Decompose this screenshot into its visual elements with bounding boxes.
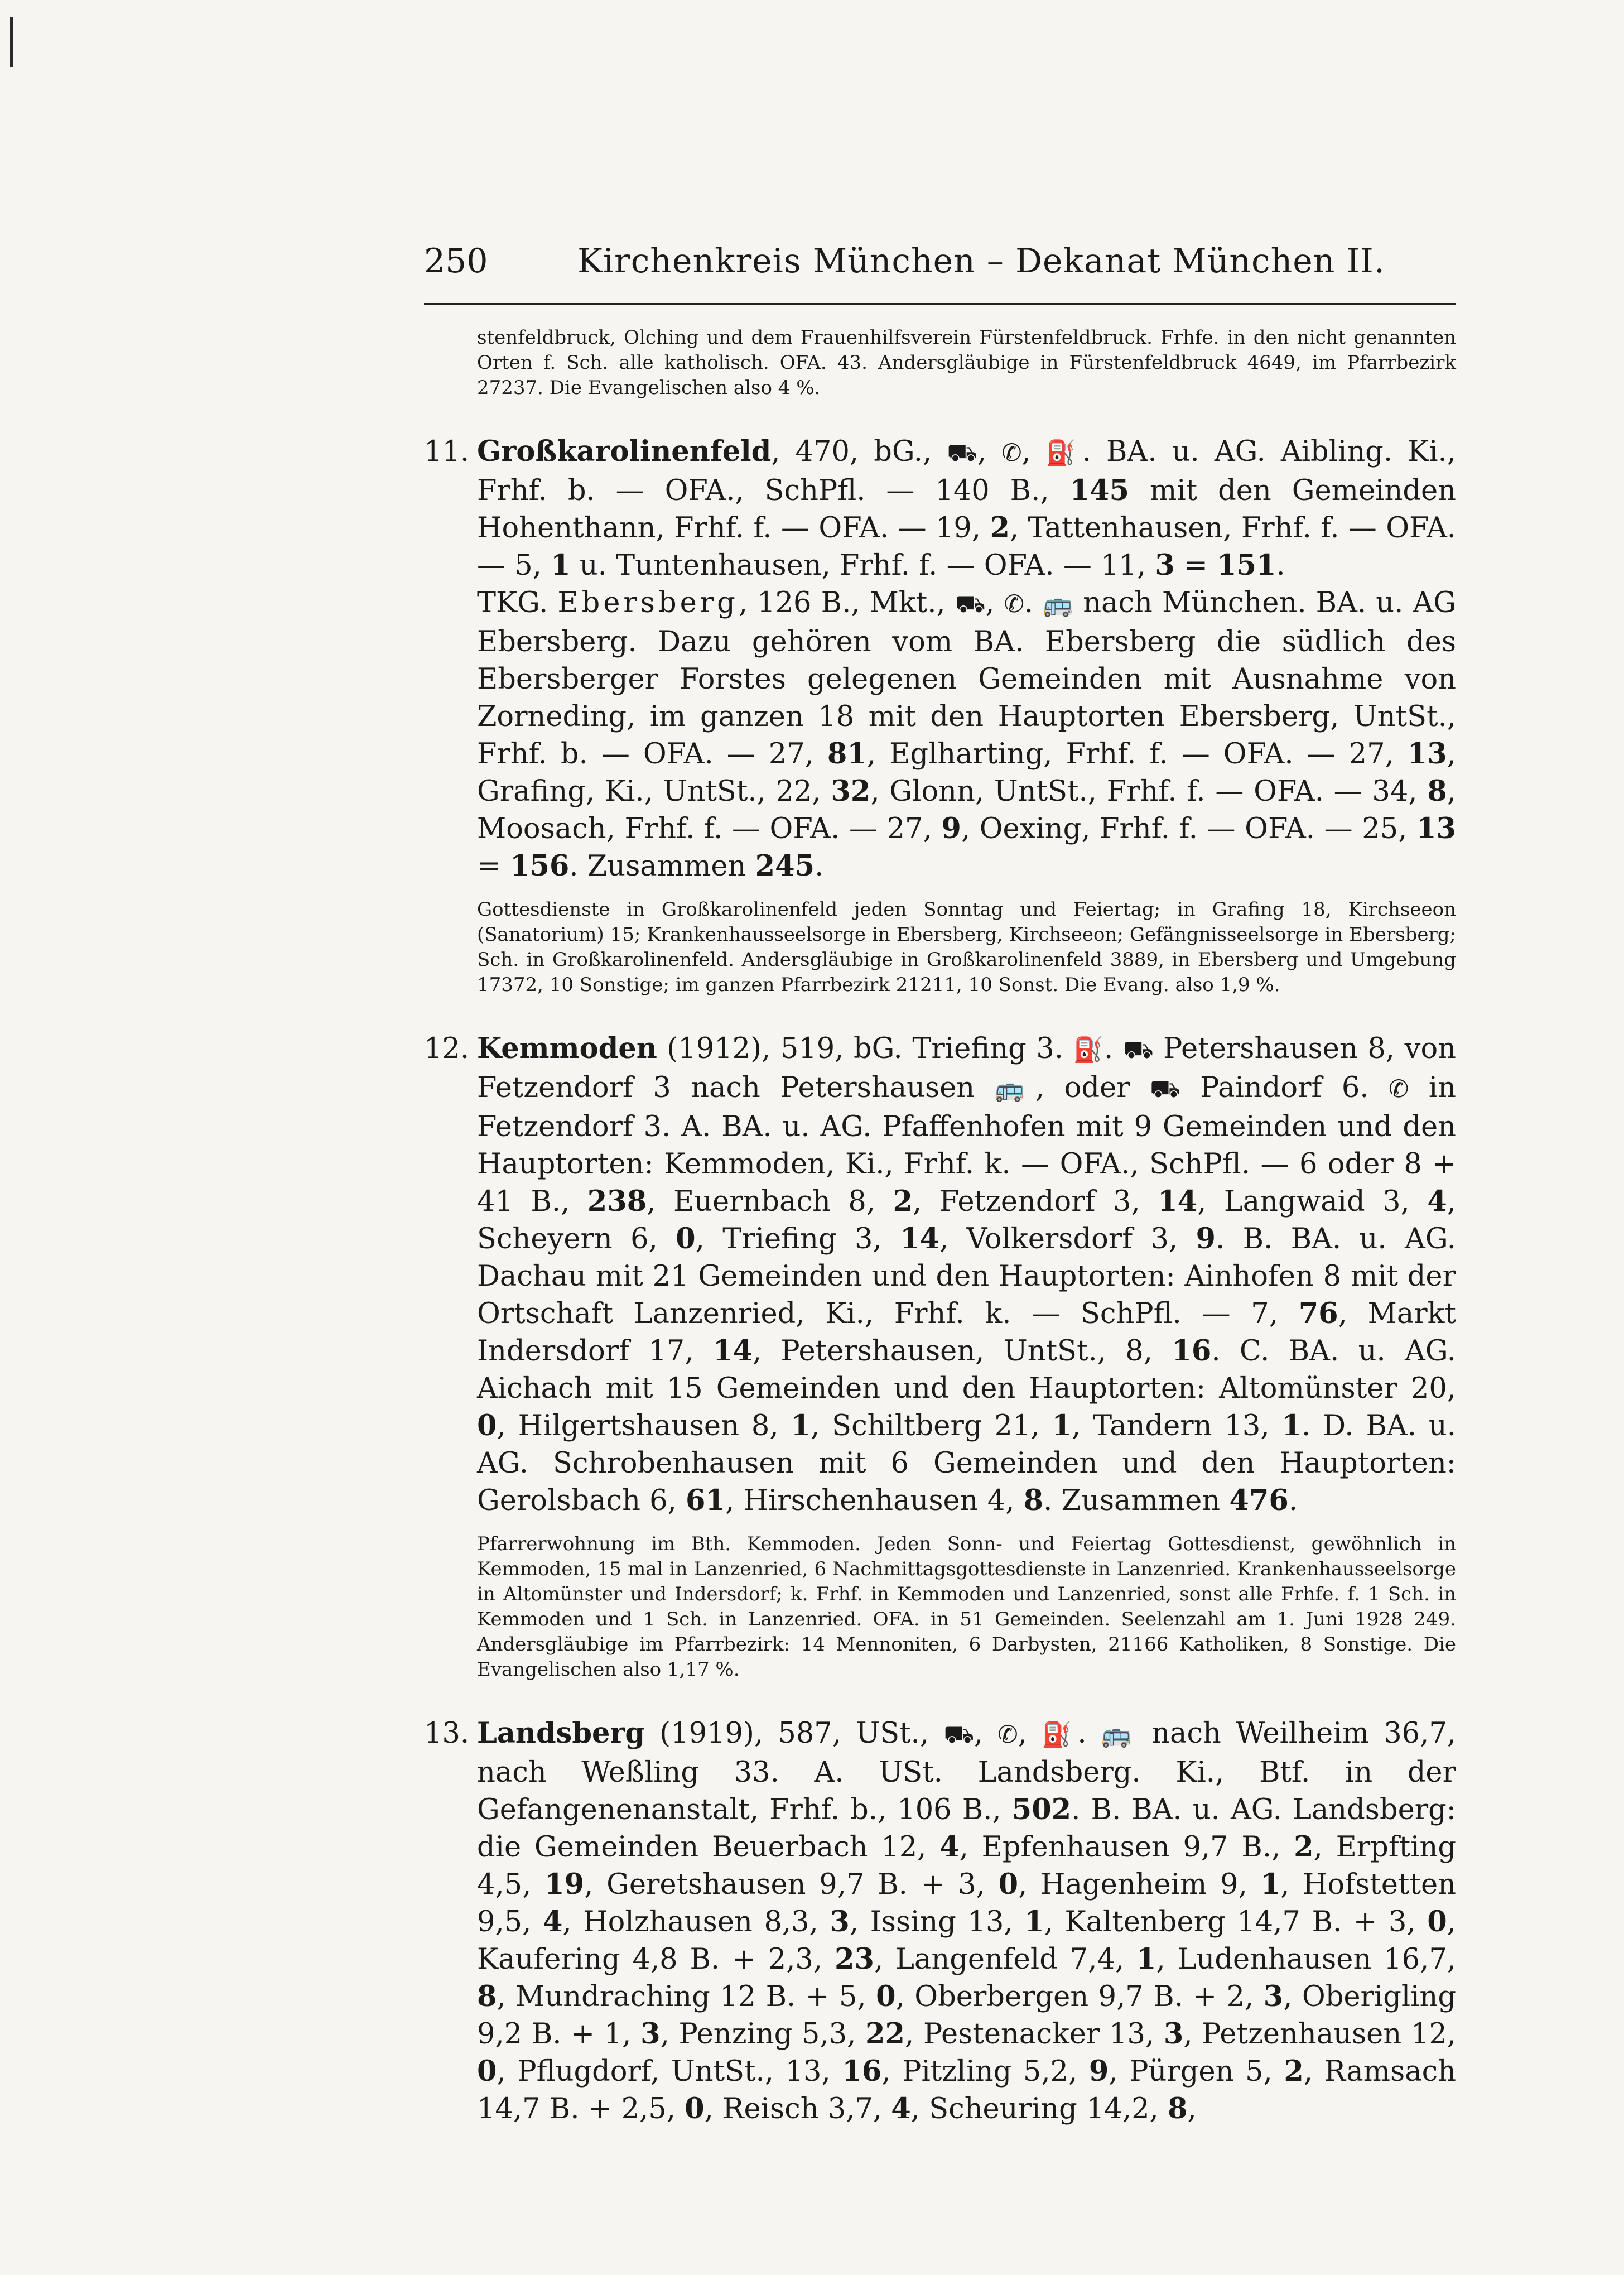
entry-note: Gottesdienste in Großkarolinenfeld jeden Sonntag und Feiertag; in Grafing 18, Kirchseeon (Sanatorium) 15; Krankenhausseelsorge in Ebersberg, Kirchseeon; Gefängnisseelsorge in Ebersberg; Sch. in Großkarolinenfeld. Andersgläubige in Großkarolinenfeld 3889, in Ebersberg und Umgebung 17372, 10 Sonstige; im ganzen Pfarrbezirk 21211, 10 Sonst. Die Evang. also 1,9 %.	[477, 898, 1456, 996]
entry-number: 13.	[424, 1717, 470, 1750]
entry-note: Pfarrerwohnung im Bth. Kemmoden. Jeden Sonn- und Feiertag Gottesdienst, gewöhnlich in Kemmoden, 15 mal in Lanzenried, 6 Nachmittagsgottesdienste in Lanzenried. Krankenhausseelsorge in Altomünster und Indersdorf; k. Frhf. in Kemmoden und Lanzenried, sonst alle Frhfe. f. 1 Sch. in Kemmoden und 1 Sch. in Lanzenried. OFA. in 51 Gemeinden. Seelenzahl am 1. Juni 1928 249. Andersgläubige im Pfarrbezirk: 14 Mennoniten, 6 Darbysten, 21166 Katholiken, 8 Sonstige. Die Evangelischen also 1,17 %.	[477, 1533, 1456, 1681]
entry-number: 11.	[424, 435, 470, 468]
page-header	[424, 237, 1456, 297]
entry-text: , 470, bG., ⛟, ✆, ⛽. BA. u. AG. Aibling. Ki., Frhf. b. — OFA., SchPfl. — 140 B., 145 mit den Gemeinden Hohenthann, Frhf. f. — OFA. — 19, 2, Tattenhausen, Frhf. f. — OFA. — 5, 1 u. Tuntenhausen, Frhf. f. — OFA. — 11, 3 = 151.	[477, 435, 1456, 582]
entry-subsection: TKG. Ebersberg, 126 B., Mkt., ⛟, ✆. 🚌 nach München. BA. u. AG Ebersberg. Dazu gehören vom BA. Ebersberg die südlich des Ebersberger Forstes gelegenen Gemeinden mit Ausnahme von Zorneding, im ganzen 18 mit den Hauptorten Ebersberg, UntSt., Frhf. b. — OFA. — 27, 81, Eglharting, Frhf. f. — OFA. — 27, 13, Grafing, Ki., UntSt., 22, 32, Glonn, UntSt., Frhf. f. — OFA. — 34, 8, Moosach, Frhf. f. — OFA. — 27, 9, Oexing, Frhf. f. — OFA. — 25, 13 = 156. Zusammen 245.	[477, 586, 1456, 883]
entry-body	[424, 433, 1456, 584]
entries-list	[424, 433, 1456, 2128]
page-number: 250	[424, 242, 488, 281]
entry-body	[424, 1030, 1457, 1519]
running-head: Kirchenkreis München – Dekanat München II.	[577, 242, 1385, 281]
entry-body	[424, 1715, 1457, 2128]
parish-entry	[424, 433, 1456, 998]
entry-place-name: Großkarolinenfeld	[477, 435, 772, 468]
entry-text: (1919), 587, USt., ⛟, ✆, ⛽. 🚌 nach Weilheim 36,7, nach Weßling 33. A. USt. Landsberg. Ki., Btf. in der Gefangenenanstalt, Frhf. b., 106 B., 502. B. BA. u. AG. Landsberg: die Gemeinden Beuerbach 12, 4, Epfenhausen 9,7 B., 2, Erpfting 4,5, 19, Geretshausen 9,7 B. + 3, 0, Hagenheim 9, 1, Hofstetten 9,5, 4, Holzhausen 8,3, 3, Issing 13, 1, Kaltenberg 14,7 B. + 3, 0, Kaufering 4,8 B. + 2,3, 23, Langenfeld 7,4, 1, Ludenhausen 16,7, 8, Mundraching 12 B. + 5, 0, Oberbergen 9,7 B. + 2, 3, Oberigling 9,2 B. + 1, 3, Penzing 5,3, 22, Pestenacker 13, 3, Petzenhausen 12, 0, Pflugdorf, UntSt., 13, 16, Pitzling 5,2, 9, Pürgen 5, 2, Ramsach 14,7 B. + 2,5, 0, Reisch 3,7, 4, Scheuring 14,2, 8,	[477, 1717, 1457, 2125]
entry-number: 12.	[424, 1032, 470, 1065]
entry-place-name: Kemmoden	[477, 1032, 657, 1065]
document-page	[424, 237, 1456, 2128]
scan-edge-mark	[10, 17, 13, 67]
entry-text: (1912), 519, bG. Triefing 3. ⛽. ⛟ Petershausen 8, von Fetzendorf 3 nach Petershausen 🚌, oder ⛟ Paindorf 6. ✆ in Fetzendorf 3. A. BA. u. AG. Pfaffenhofen mit 9 Gemeinden und den Hauptorten: Kemmoden, Ki., Frhf. k. — OFA., SchPfl. — 6 oder 8 + 41 B., 238, Euernbach 8, 2, Fetzendorf 3, 14, Langwaid 3, 4, Scheyern 6, 0, Triefing 3, 14, Volkersdorf 3, 9. B. BA. u. AG. Dachau mit 21 Gemeinden und den Hauptorten: Ainhofen 8 mit der Ortschaft Lanzenried, Ki., Frhf. k. — SchPfl. — 7, 76, Markt Indersdorf 17, 14, Petershausen, UntSt., 8, 16. C. BA. u. AG. Aichach mit 15 Gemeinden und den Hauptorten: Altomünster 20, 0, Hilgertshausen 8, 1, Schiltberg 21, 1, Tandern 13, 1. D. BA. u. AG. Schrobenhausen mit 6 Gemeinden und den Hauptorten: Gerolsbach 6, 61, Hirschenhausen 4, 8. Zusammen 476.	[477, 1032, 1457, 1517]
header-rule	[424, 303, 1456, 305]
parish-entry	[424, 1030, 1456, 1682]
continued-note: stenfeldbruck, Olching und dem Frauenhilfsverein Fürstenfeldbruck. Frhfe. in den nicht genannten Orten f. Sch. alle katholisch. OFA. 43. Andersgläubige in Fürstenfeldbruck 4649, im Pfarrbezirk 27237. Die Evangelischen also 4 %.	[477, 326, 1456, 399]
entry-place-name: Landsberg	[477, 1716, 645, 1750]
parish-entry	[424, 1715, 1456, 2128]
